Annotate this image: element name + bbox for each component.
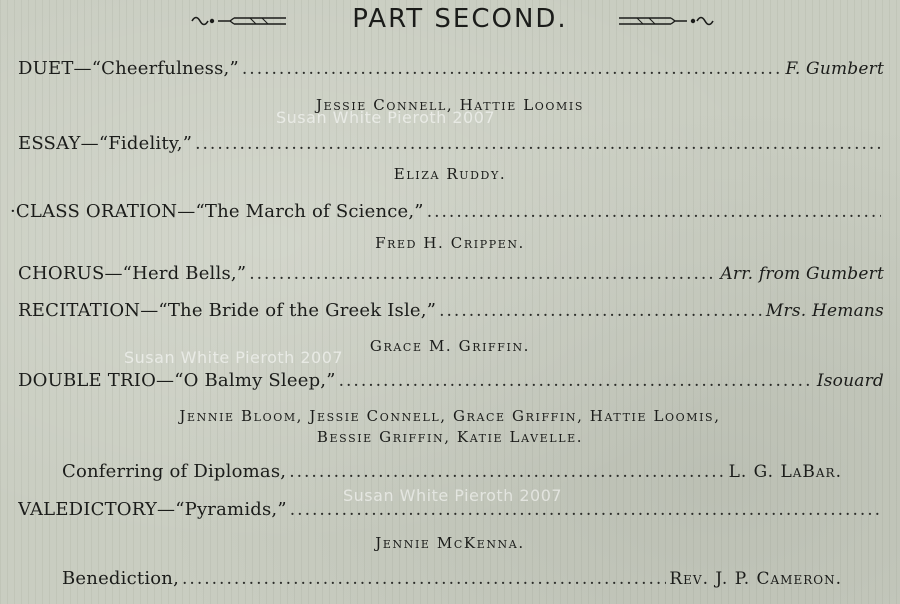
program-item-title: CHORUS—“Herd Bells,” xyxy=(18,263,247,284)
program-item-title: ·CLASS ORATION—“The March of Science,” xyxy=(10,201,424,222)
program-item-recitation xyxy=(18,300,884,326)
program-item-benediction xyxy=(62,568,842,594)
program-item-credit: F. Gumbert xyxy=(785,59,884,79)
watermark-text: Susan White Pieroth 2007 xyxy=(343,486,563,505)
dot-leader xyxy=(182,569,666,589)
program-item-credit: Arr. from Gumbert xyxy=(720,264,884,284)
program-item-title: VALEDICTORY—“Pyramids,” xyxy=(18,499,287,520)
dot-leader xyxy=(249,264,717,284)
performers-line: Jennie Bloom, Jessie Connell, Grace Griffin, Hattie Loomis, xyxy=(179,407,721,425)
program-item-credit: Mrs. Hemans xyxy=(765,301,884,321)
page-title: PART SECOND. xyxy=(352,4,568,34)
program-item-double-trio xyxy=(18,370,884,396)
performers-line: Jennie McKenna. xyxy=(375,534,525,552)
program-item-title: Benediction, xyxy=(62,568,180,589)
program-item-credit: Rev. J. P. Cameron. xyxy=(669,569,842,589)
program-item-duet xyxy=(18,58,884,84)
program-item-essay xyxy=(18,133,884,159)
performers-line: Grace M. Griffin. xyxy=(369,337,531,355)
watermark-text: Susan White Pieroth 2007 xyxy=(124,348,344,367)
program-item-class-oration xyxy=(10,201,884,227)
dot-leader xyxy=(427,202,881,222)
dot-leader xyxy=(195,134,881,154)
program-item-title: DOUBLE TRIO—“O Balmy Sleep,” xyxy=(18,370,336,391)
program-item-title: RECITATION—“The Bride of the Greek Isle,” xyxy=(18,300,437,321)
right-flourish-ornament xyxy=(615,12,715,30)
dot-leader xyxy=(339,371,814,391)
performers-line: Eliza Ruddy. xyxy=(393,165,507,183)
page-header xyxy=(0,4,900,34)
program-item-title: ESSAY—“Fidelity,” xyxy=(18,133,193,154)
program-item-credit: L. G. LaBar. xyxy=(728,462,842,482)
program-item-chorus xyxy=(18,263,884,289)
program-item-credit: Isouard xyxy=(816,371,884,391)
program-item-conferring-diplomas xyxy=(62,461,842,487)
program-item-title: Conferring of Diplomas, xyxy=(62,461,287,482)
dot-leader xyxy=(439,301,763,321)
performers-line: Fred H. Crippen. xyxy=(375,234,525,252)
dot-leader xyxy=(242,59,783,79)
program-item-title: DUET—“Cheerfulness,” xyxy=(18,58,239,79)
left-flourish-ornament xyxy=(190,12,290,30)
watermark-text: Susan White Pieroth 2007 xyxy=(276,108,496,127)
performers-line: Jessie Connell, Hattie Loomis xyxy=(316,96,584,114)
performers-line: Bessie Griffin, Katie Lavelle. xyxy=(316,428,584,446)
dot-leader xyxy=(289,462,725,482)
